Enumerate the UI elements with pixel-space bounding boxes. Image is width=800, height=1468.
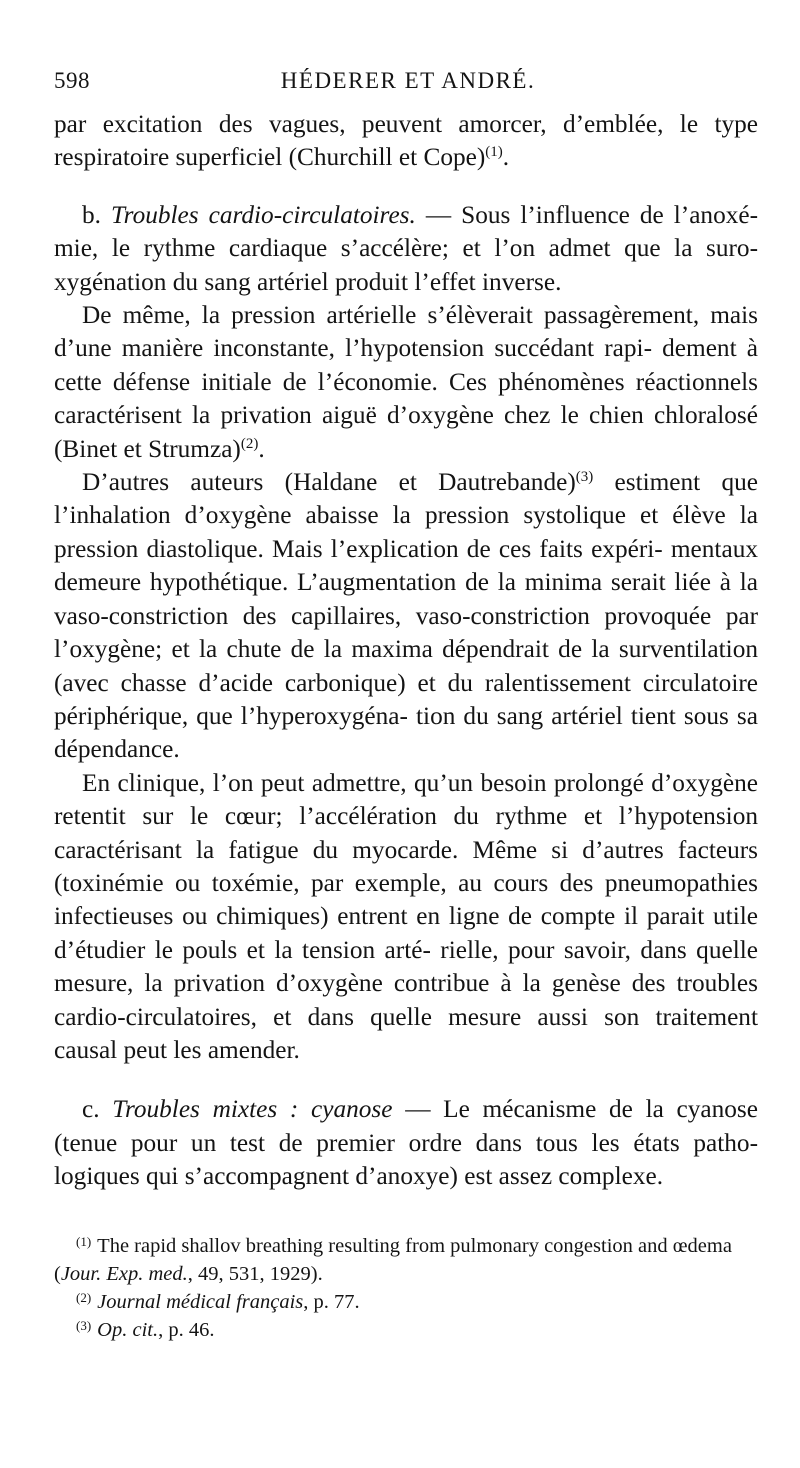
footnote-tail: , p. 77. bbox=[303, 1291, 360, 1313]
paragraph-text: En clinique, l’on peut admettre, qu’un besoin prolongé d’oxygène retentit sur le cœur; l’accélération du rythme et l’hypotension caractérisant la fatigue du myocarde. Même si d’autres facteurs (toxinémie ou toxémie, par exemple, au cours des pneumopathies infectieuses ou chimiques) entrent en ligne de compte il parait utile d’étudier le pouls et la tension arté- rielle, pour savoir, dans quelle mesure, la privation d’oxygène contribue à la genèse des troubles cardio-circulatoires, et dans quelle mesure aussi son traitement causal peut les amender. bbox=[54, 768, 758, 1064]
footnote-mark: (2) bbox=[76, 1290, 92, 1305]
paragraph-text: De même, la pression artérielle s’élèverait passagèrement, mais d’une manière inconstante, l’hypotension succédant rapi- dement à cette défense initiale de l’économie. Ces phénomènes réactionnels caractérisent la privation aiguë d’oxygène chez le chien chloralosé (Binet et Strumza) bbox=[54, 301, 758, 463]
paragraph-text: D’autres auteurs (Haldane et Dautrebande) bbox=[82, 468, 576, 497]
paragraph-text: — Le mécanisme de la cyanose (tenue pour un test de premier ordre dans tous les états patho- logiques qui s’accompagnent d’anoxye) est assez complexe. bbox=[54, 1095, 759, 1191]
footnote-tail: , p. 46. bbox=[158, 1319, 215, 1341]
paragraph-text: — Sous l’influence de l’anoxé- mie, le rythme cardiaque s’accélère; et l’on admet que la suro- xygénation du sang artériel produit l’effet inverse. bbox=[54, 200, 759, 296]
body-text bbox=[54, 108, 758, 1194]
footnotes bbox=[54, 1232, 758, 1344]
section-label: c. bbox=[82, 1095, 100, 1124]
footnote-ref: (2) bbox=[240, 435, 259, 452]
section-label: b. bbox=[82, 200, 101, 229]
paragraph-continuation bbox=[54, 108, 758, 175]
footnote-citation: Jour. Exp. med. bbox=[60, 1263, 188, 1285]
paragraph bbox=[54, 767, 758, 1068]
footnote-ref: (3) bbox=[575, 469, 594, 486]
section-heading: Troubles cardio-circulatoires. bbox=[110, 200, 416, 229]
page-number: 598 bbox=[54, 68, 90, 93]
paragraph bbox=[54, 466, 758, 767]
footnote bbox=[54, 1232, 758, 1288]
footnote bbox=[54, 1316, 758, 1344]
footnote-tail: , 49, 531, 1929). bbox=[187, 1263, 323, 1285]
section-heading: Troubles mixtes : cyanose bbox=[112, 1095, 393, 1124]
paragraph-text: par excitation des vagues, peuvent amorcer, d’emblée, le type respiratoire superficiel (Churchill et Cope) bbox=[54, 110, 758, 172]
footnote-ref: (1) bbox=[485, 144, 503, 161]
page-header bbox=[54, 68, 762, 104]
running-title: HÉDERER ET ANDRÉ. bbox=[280, 68, 536, 93]
paragraph bbox=[54, 299, 758, 466]
paragraph-tail: estiment que l’inhalation d’oxygène abaisse la pression systolique et élève la pression diastolique. Mais l’explication de ces faits expéri- mentaux demeure hypothétique. L’augmentation de la minima serait liée à la vaso-constriction des capillaires, vaso-constriction provoquée par l’oxygène; et la chute de la maxima dépendrait de la surventilation (avec chasse d’acide carbonique) et du ralentissement circulatoire périphérique, que l’hyperoxygéna- tion du sang artériel tient sous sa dépendance. bbox=[54, 468, 758, 764]
footnote-citation: Op. cit. bbox=[97, 1319, 159, 1341]
paragraph-tail: . bbox=[258, 434, 265, 463]
footnote-mark: (1) bbox=[76, 1234, 92, 1249]
footnote-mark: (3) bbox=[76, 1318, 92, 1333]
footnote-text: The rapid shallov breathing resulting from pulmonary congestion and œdema ( bbox=[54, 1235, 732, 1285]
section-b bbox=[54, 199, 758, 299]
footnote bbox=[54, 1288, 758, 1316]
paragraph-tail: . bbox=[502, 143, 510, 172]
footnote-citation: Journal médical français bbox=[97, 1291, 304, 1313]
section-c bbox=[54, 1093, 758, 1193]
